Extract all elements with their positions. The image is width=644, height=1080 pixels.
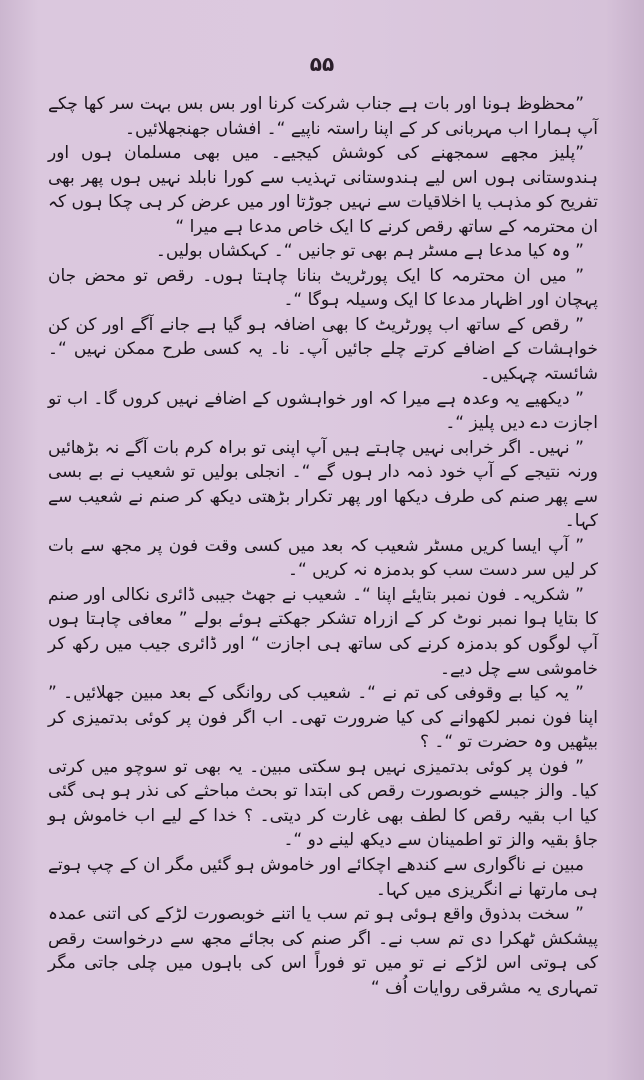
paragraph: ” رقص کے ساتھ اب پورٹریٹ کا بھی اضافہ ہو گیا ہے جانے آگے اور کن کن خواہشات کے اضافے کرتے چلے جائیں آپ۔ نا۔ یہ کسی طرح ممکن نہیں “۔ شائستہ چہکیں۔ — [48, 314, 598, 385]
paragraph: مبین نے ناگواری سے کندھے اچکائے اور خاموش ہو گئیں مگر ان کے چپ ہوتے ہی مارتھا نے انگریزی میں کہا۔ — [48, 854, 598, 900]
paragraph: ”محظوظ ہونا اور بات ہے جناب شرکت کرنا اور بس بس بہت سر کھا چکے آپ ہمارا اب مہربانی کر کے اپنا راستہ ناپیے “۔ افشاں جھنجھلائیں۔ — [48, 94, 598, 139]
page-body-text — [48, 92, 598, 1000]
paragraph: ” دیکھیے یہ وعدہ ہے میرا کہ اور خواہشوں کے اضافے نہیں کروں گا۔ اب تو اجازت دے دیں پلیز “۔ — [48, 388, 598, 434]
paragraph: ” سخت بدذوق واقع ہوئی ہو تم سب یا اتنے خوبصورت لڑکے کی اتنی عمدہ پیشکش ٹھکرا دی تم سب نے۔ اگر صنم کی بجائے مجھ سے درخواست رقص کی ہوتی اس لڑکے نے تو میں تو فوراً اس کی باہوں میں چلی جاتی مگر تمہاری یہ مشرقی روایات اُف “ — [48, 904, 598, 998]
paragraph: ” فون پر کوئی بدتمیزی نہیں ہو سکتی مبین۔ یہ بھی تو سوچو میں کرتی کیا۔ والز جیسے خوبصورت رقص کی ابتدا تو بحث مباحثے کی نذر ہو ہی گئی کیا اب بقیہ رقص کا لطف بھی غارت کر دیتی۔ ؟ خدا کے لیے اب خاموش ہو جاؤ بقیہ والز تو اطمینان سے دیکھ لینے دو “۔ — [48, 756, 598, 851]
paragraph: ” نہیں۔ اگر خرابی نہیں چاہتے ہیں آپ اپنی تو براہ کرم بات آگے نہ بڑھائیں ورنہ نتیجے کے آپ خود ذمہ دار ہوں گے “۔ انجلی بولیں تو شعیب نے بے بسی سے پھر صنم کی طرف دیکھا اور پھر تکرار بڑھتی دیکھ کر صنم نے شعیب سے کہا۔ — [48, 437, 598, 532]
paragraph: ” شکریہ۔ فون نمبر بتایئے اپنا “۔ شعیب نے جھٹ جیبی ڈائری نکالی اور صنم کا بتایا ہوا نمبر نوٹ کر کے ازراہ تشکر جھکتے ہوئے بولے ” معافی چاہتا ہوں آپ لوگوں کو بدمزہ کرنے کی ساتھ ہی اجازت “ اور ڈائری جیب میں رکھ کر خاموشی سے چل دیے۔ — [48, 584, 598, 679]
paragraph: ” یہ کیا بے وقوفی کی تم نے “۔ شعیب کی روانگی کے بعد مبین جھلائیں۔ ” اپنا فون نمبر لکھوانے کی کیا ضرورت تھی۔ اب اگر فون پر کوئی بدتمیزی کر بیٹھیں وہ حضرت تو “۔ ؟ — [48, 683, 598, 753]
paragraph: ” آپ ایسا کریں مسٹر شعیب کہ بعد میں کسی وقت فون پر مجھ سے بات کر لیں سر دست سب کو بدمزہ نہ کریں “۔ — [48, 535, 598, 581]
paragraph: ”پلیز مجھے سمجھنے کی کوشش کیجیے۔ میں بھی مسلمان ہوں اور ہندوستانی ہوں اس لیے ہندوستانی تہذیب سے کورا نابلد نہیں ہوں پھر بھی تفریح کو مذہب یا اخلاقیات سے نہیں جوڑتا اور میں عرض کر ہی چکا ہوں کہ ان محترمہ کے ساتھ رقص کرنے کا ایک خاص مدعا ہے میرا “ — [48, 143, 598, 237]
paragraph: ” میں ان محترمہ کا ایک پورٹریٹ بنانا چاہتا ہوں۔ رقص تو محض جان پہچان اور اظہار مدعا کا ایک وسیلہ ہوگا “۔ — [48, 265, 598, 311]
page-number: ۵۵ — [309, 52, 335, 76]
paragraph: ” وہ کیا مدعا ہے مسٹر ہم بھی تو جانیں “۔ کہکشاں بولیں۔ — [155, 241, 584, 262]
